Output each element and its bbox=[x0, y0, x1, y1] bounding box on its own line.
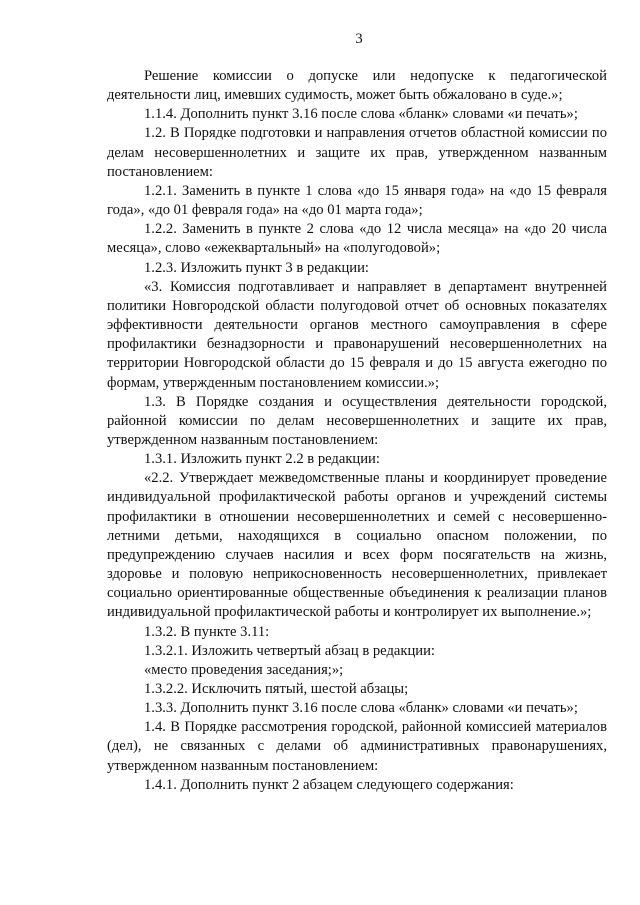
paragraph: Решение комиссии о допуске или недопуске к педагогической деятельности лиц, имевших судимость, может быть обжаловано в суде.»; bbox=[107, 68, 607, 104]
paragraph: «место проведения заседания;»; bbox=[144, 661, 344, 678]
paragraph: 1.4. В Порядке рассмотрения городской, районной комиссией материалов (дел), не связанных с делами об административных правонарушениях, утвержденном названным постановлением: bbox=[107, 719, 607, 774]
paragraph: 1.3. В Порядке создания и осуществления деятельности городской, районной комиссии по делам несовершеннолетних и защите их прав, утвержденном названным постановлением: bbox=[107, 393, 607, 448]
paragraph: 1.3.1. Изложить пункт 2.2 в редакции: bbox=[144, 451, 380, 468]
page-number: 3 bbox=[355, 31, 363, 47]
paragraph: «3. Комиссия подготавливает и направляет в департамент внутренней политики Новгородской области полугодовой отчет об основных показателях эффективности деятельности органов местного самоуправления в сфере профилактики безнадзорности и правонарушений несовершеннолетних на территории Новгородской области до 15 февраля и до 15 августа ежегодно по формам, утвержденным постановлением комиссии.»; bbox=[107, 278, 607, 391]
paragraph: 1.2. В Порядке подготовки и направления отчетов областной комиссии по делам несовершеннолетних и защите их прав, утвержденном названным постановлением: bbox=[107, 125, 607, 180]
paragraph: 1.1.4. Дополнить пункт 3.16 после слова «бланк» словами «и печать»; bbox=[144, 106, 578, 123]
paragraph: 1.3.2. В пункте 3.11: bbox=[144, 623, 270, 640]
paragraph: 1.2.2. Заменить в пункте 2 слова «до 12 числа месяца» на «до 20 числа месяца», слово «ежеквартальный» на «полугодовой»; bbox=[107, 221, 607, 257]
paragraph: 1.3.2.1. Изложить четвертый абзац в редакции: bbox=[144, 642, 435, 659]
paragraph: 1.3.2.2. Исключить пятый, шестой абзацы; bbox=[144, 681, 409, 697]
paragraph: 1.2.1. Заменить в пункте 1 слова «до 15 января года» на «до 15 февраля года», «до 01 февраля года» на «до 01 марта года»; bbox=[107, 182, 607, 219]
paragraph: 1.3.3. Дополнить пункт 3.16 после слова «бланк» словами «и печать»; bbox=[144, 700, 578, 717]
paragraph: 1.2.3. Изложить пункт 3 в редакции: bbox=[144, 259, 369, 276]
paragraph: «2.2. Утверждает межведомственные планы и координирует проведение индивидуальной профилактической работы органов и учреждений системы профилактики в отношении несовершеннолетних и семей с несовершеннолетними детьми, находящихся в социально опасном положении, по предупреждению случаев насилия и всех форм посягательств на жизнь, здоровье и половую неприкосновенность несовершеннолетних, привлекает социально ориентированные общественные объединения к реализации планов индивидуальной профилактической работы и контролирует их выполнение.»; bbox=[107, 470, 607, 621]
paragraph: 1.4.1. Дополнить пункт 2 абзацем следующего содержания: bbox=[144, 776, 514, 793]
